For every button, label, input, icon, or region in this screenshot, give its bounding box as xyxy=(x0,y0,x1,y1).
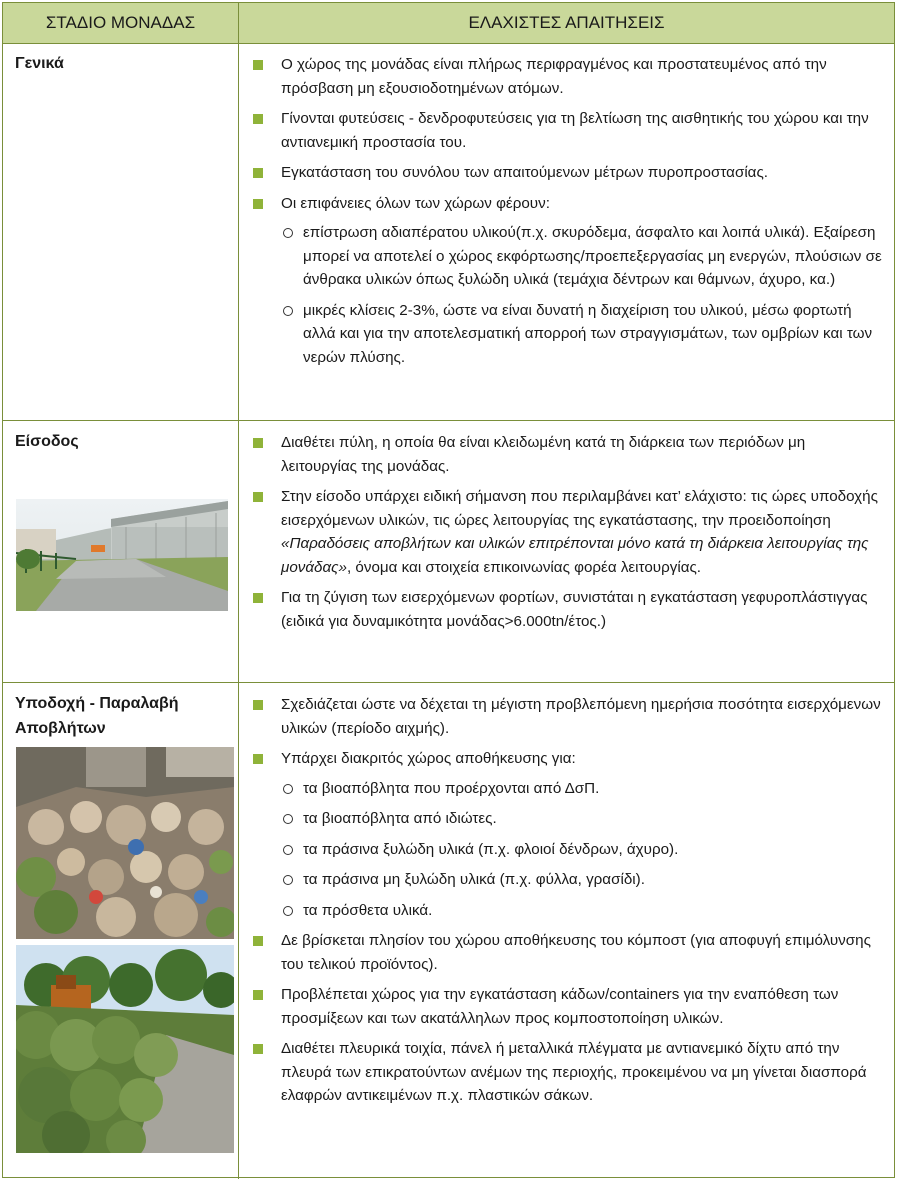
header-stage: ΣΤΑΔΙΟ ΜΟΝΑΔΑΣ xyxy=(3,3,239,43)
list-item: Υπάρχει διακριτός χώρος αποθήκευσης για: τα βιοαπόβλητα που προέρχονται από ΔσΠ. τα βιοαπόβλητα από ιδιώτες. τα πράσινα ξυλώδη υλικά (π.χ. φλοιοί δένδρων, άχυρο). τα πράσινα μη ξυλώδη υλικά (π.χ. φύλλα, γρασίδι). τα πρόσθετα υλικά. xyxy=(253,747,884,922)
stage-label: Γενικά xyxy=(15,55,64,72)
square-bullet-icon xyxy=(253,60,263,70)
waste-pile-image xyxy=(16,747,234,939)
list-item: Σχεδιάζεται ώστε να δέχεται τη μέγιστη προβλεπόμενη ημερήσια ποσότητα εισερχόμενων υλικών (περίοδο αιχμής). xyxy=(253,693,884,740)
circle-bullet-icon xyxy=(283,875,293,885)
sub-list-item: επίστρωση αδιαπέρατου υλικού(π.χ. σκυρόδεμα, άσφαλτο και λοιπά υλικά). Εξαίρεση μπορεί να αποτελεί ο χώρος εκφόρτωσης/προεπεξεργασίας μη ενεργών, πλούσιων σε άνθρακα υλικών όπως ξυλώδη υλικά (τεμάχια δέντρων και θάμνων, άχυρο, κα.) xyxy=(281,221,884,292)
square-bullet-icon xyxy=(253,700,263,710)
square-bullet-icon xyxy=(253,990,263,1000)
stage-cell xyxy=(3,421,239,682)
stage-label: Υποδοχή - Παραλαβή Αποβλήτων xyxy=(15,695,179,737)
square-bullet-icon xyxy=(253,438,263,448)
list-item: Εγκατάσταση του συνόλου των απαιτούμενων μέτρων πυροπροστασίας. xyxy=(253,161,884,185)
list-item: Οι επιφάνειες όλων των χώρων φέρουν: επίστρωση αδιαπέρατου υλικού(π.χ. σκυρόδεμα, άσφαλτο και λοιπά υλικά). Εξαίρεση μπορεί να αποτελεί ο χώρος εκφόρτωσης/προεπεξεργασίας μη ενεργών, πλούσιων σε άνθρακα υλικών όπως ξυλώδη υλικά (τεμάχια δέντρων και θάμνων, άχυρο, κα.) μικρές κλίσεις 2-3%, ώστε να είναι δυνατή η διαχείριση του υλικού, μέσω φορτωτή αλλά και για την αποτελεσματική απορροή των στραγγισμάτων, των ομβρίων και των νερών πλύσης. xyxy=(253,192,884,370)
sub-list xyxy=(281,221,884,369)
square-bullet-icon xyxy=(253,199,263,209)
table-row-entrance xyxy=(3,421,894,683)
table-header xyxy=(3,3,894,44)
sub-list-item: τα βιοαπόβλητα που προέρχονται από ΔσΠ. xyxy=(281,777,884,801)
list-item: Δε βρίσκεται πλησίον του χώρου αποθήκευσης του κόμποστ (για αποφυγή επιμόλυνσης του τελικού προϊόντος). xyxy=(253,929,884,976)
green-waste-image xyxy=(16,945,234,1153)
square-bullet-icon xyxy=(253,492,263,502)
square-bullet-icon xyxy=(253,936,263,946)
sub-list-item: τα πράσινα ξυλώδη υλικά (π.χ. φλοιοί δένδρων, άχυρο). xyxy=(281,838,884,862)
sub-list-item: τα πρόσθετα υλικά. xyxy=(281,899,884,923)
list-item: Γίνονται φυτεύσεις - δενδροφυτεύσεις για τη βελτίωση της αισθητικής του χώρου και την αντιανεμική προστασία του. xyxy=(253,107,884,154)
entrance-photo xyxy=(16,499,228,611)
requirements-list xyxy=(253,53,884,376)
list-item: Για τη ζύγιση των εισερχόμενων φορτίων, συνιστάται η εγκατάσταση γεφυροπλάστιγγας (ειδικά για δυναμικότητα μονάδας>6.000tn/έτος.) xyxy=(253,586,884,633)
square-bullet-icon xyxy=(253,754,263,764)
green-waste-photo xyxy=(16,945,234,1153)
circle-bullet-icon xyxy=(283,906,293,916)
circle-bullet-icon xyxy=(283,814,293,824)
circle-bullet-icon xyxy=(283,228,293,238)
header-requirements: ΕΛΑΧΙΣΤΕΣ ΑΠΑΙΤΗΣΕΙΣ xyxy=(468,13,665,32)
square-bullet-icon xyxy=(253,593,263,603)
sub-list-item: τα πράσινα μη ξυλώδη υλικά (π.χ. φύλλα, γρασίδι). xyxy=(281,868,884,892)
requirements-cell xyxy=(239,683,894,1179)
table-row-general xyxy=(3,43,894,421)
stage-cell xyxy=(3,683,239,1179)
requirements-cell xyxy=(239,421,894,682)
stage-cell xyxy=(3,43,239,420)
square-bullet-icon xyxy=(253,1044,263,1054)
requirements-list xyxy=(253,693,884,1115)
square-bullet-icon xyxy=(253,168,263,178)
sub-list-item: τα βιοαπόβλητα από ιδιώτες. xyxy=(281,807,884,831)
list-item: Διαθέτει πύλη, η οποία θα είναι κλειδωμένη κατά τη διάρκεια των περιόδων μη λειτουργίας της μονάδας. xyxy=(253,431,884,478)
square-bullet-icon xyxy=(253,114,263,124)
circle-bullet-icon xyxy=(283,306,293,316)
list-item: Διαθέτει πλευρικά τοιχία, πάνελ ή μεταλλικά πλέγματα με αντιανεμικό δίχτυ από την πλευρά των επικρατούντων ανέμων της περιοχής, προκειμένου να μη γίνεται διασπορά ελαφρών αντικειμένων π.χ. πλαστικών σάκων. xyxy=(253,1037,884,1108)
entrance-photo-image xyxy=(16,499,228,611)
circle-bullet-icon xyxy=(283,784,293,794)
sub-list-item: μικρές κλίσεις 2-3%, ώστε να είναι δυνατή η διαχείριση του υλικού, μέσω φορτωτή αλλά και για την αποτελεσματική απορροή των στραγγισμάτων, των ομβρίων και των νερών πλύσης. xyxy=(281,299,884,370)
requirements-cell xyxy=(239,43,894,420)
list-item: Ο χώρος της μονάδας είναι πλήρως περιφραγμένος και προστατευμένος από την πρόσβαση μη εξουσιοδοτημένων ατόμων. xyxy=(253,53,884,100)
table-row-reception xyxy=(3,683,894,1179)
sub-list xyxy=(281,777,884,923)
requirements-list xyxy=(253,431,884,640)
circle-bullet-icon xyxy=(283,845,293,855)
stage-label: Είσοδος xyxy=(15,433,79,450)
list-item: Στην είσοδο υπάρχει ειδική σήμανση που περιλαμβάνει κατ’ ελάχιστο: τις ώρες υποδοχής εισερχόμενων υλικών, τις ώρες λειτουργίας της εγκατάστασης, την προειδοποίηση «Παραδόσεις αποβλήτων και υλικών επιτρέπονται μόνο κατά τη διάρκεια λειτουργίας της μονάδας», όνομα και στοιχεία επικοινωνίας φορέα λειτουργίας. xyxy=(253,485,884,579)
list-item: Προβλέπεται χώρος για την εγκατάσταση κάδων/containers για την εναπόθεση των προσμίξεων και των ακατάλληλων προς κομποστοποίηση υλικών. xyxy=(253,983,884,1030)
waste-pile-photo xyxy=(16,747,234,939)
requirements-table xyxy=(2,2,895,1178)
